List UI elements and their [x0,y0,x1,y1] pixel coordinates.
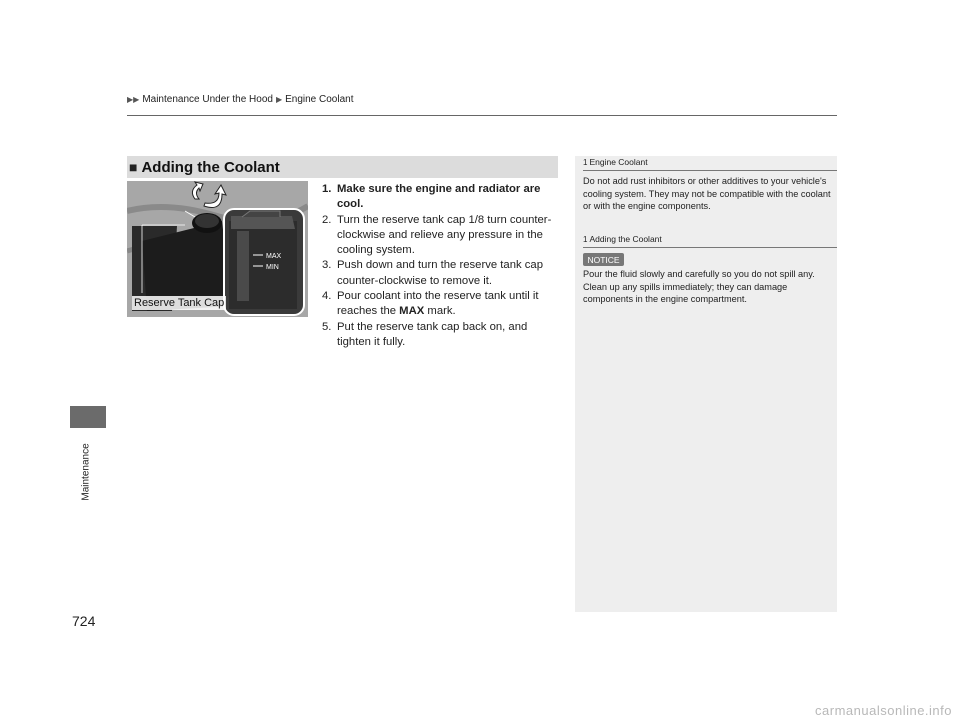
gauge-max-label: MAX [266,253,282,260]
page-number: 724 [72,613,96,629]
note-divider [583,247,837,248]
note-divider [583,170,837,171]
notes-sidebar [575,156,837,612]
breadcrumb-item-engine-coolant[interactable]: Engine Coolant [285,94,354,105]
breadcrumb-item-maintenance[interactable]: Maintenance Under the Hood [142,94,273,105]
max-mark-emphasis: MAX [399,305,425,318]
note-body-adding-coolant: Pour the fluid slowly and carefully so you do not spill any. Clean up any spills immediately; they can damage components in the engine compartment. [583,269,815,304]
list-item: 1. Make sure the engine and radiator are cool. [322,183,541,211]
breadcrumb [127,94,354,105]
watermark: carmanualsonline.info [815,703,952,718]
reference-icon: 1 [583,234,588,244]
steps-list [322,182,560,350]
gauge-min-label: MIN [266,264,279,271]
note-heading-engine-coolant: 1 Engine Coolant [583,157,648,167]
note-body-engine-coolant: Do not add rust inhibitors or other additives to your vehicle's cooling system. They may not be compatible with the coolant or with the engine components. [583,176,831,211]
list-item: 3. Push down and turn the reserve tank cap counter-clockwise to remove it. [322,259,543,287]
breadcrumb-arrow-icon: ▶▶ [127,95,140,104]
chapter-tab-label: Maintenance [80,443,92,501]
note-heading-adding-coolant: 1 Adding the Coolant [583,234,662,244]
reference-icon: 1 [583,157,588,167]
section-title: Adding the Coolant [141,158,280,176]
list-item: 2. Turn the reserve tank cap 1/8 turn counter-clockwise and relieve any pressure in the cooling system. [322,213,552,257]
notice-badge: NOTICE [583,253,624,266]
list-item: 5. Put the reserve tank cap back on, and tighten it fully. [322,320,528,348]
header-divider [127,115,837,116]
breadcrumb-arrow-icon: ▶ [275,95,283,104]
figure-caption: Reserve Tank Cap [134,297,225,309]
chapter-tab [70,406,106,428]
section-marker-icon: ■ [129,159,138,175]
section-heading [127,156,558,178]
list-item: 4. Pour coolant into the reserve tank until it reaches the MAX mark. [322,290,539,318]
